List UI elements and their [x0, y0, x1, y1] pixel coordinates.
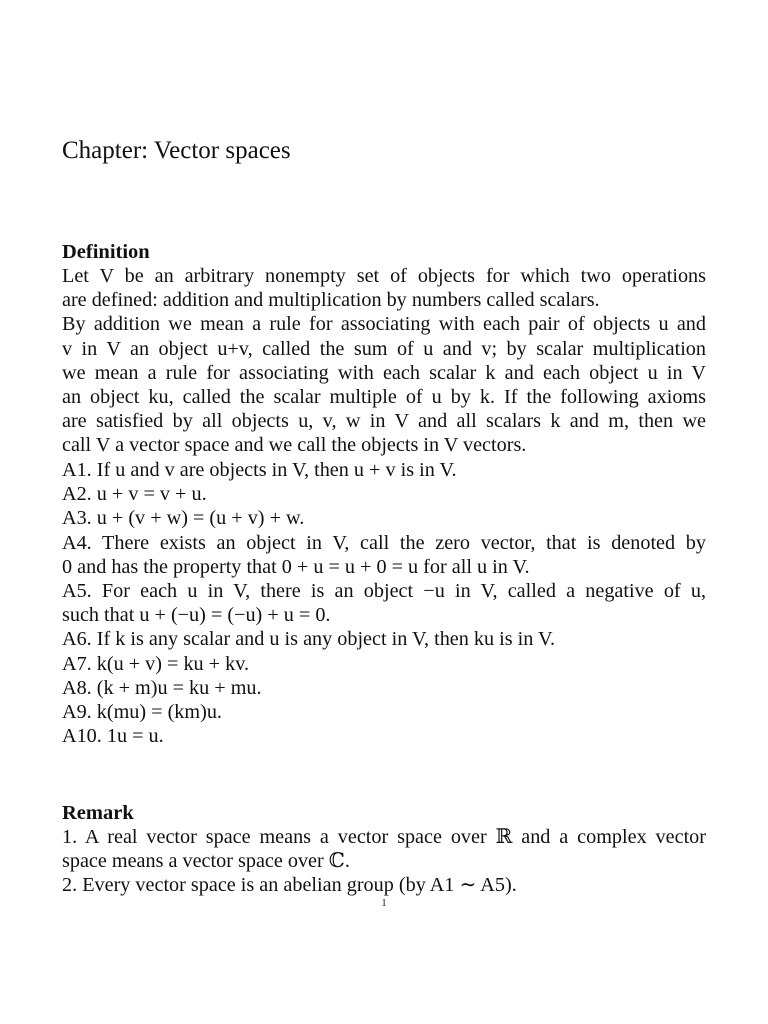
- remark-line: 2. Every vector space is an abelian group (by A1 ∼ A5).: [62, 874, 517, 897]
- remark-line: space means a vector space over ℂ.: [62, 850, 350, 873]
- definition-line: are satisfied by all objects u, v, w in V and all scalars k and m, then we: [62, 410, 706, 433]
- axiom-line: A10. 1u = u.: [62, 725, 164, 748]
- axiom-line: such that u + (−u) = (−u) + u = 0.: [62, 604, 331, 627]
- remark-line: 1. A real vector space means a vector space over ℝ and a complex vector: [62, 826, 706, 848]
- axiom-line: A9. k(mu) = (km)u.: [62, 700, 222, 723]
- remark-text: [62, 825, 706, 898]
- axiom-line: A8. (k + m)u = ku + mu.: [62, 676, 262, 699]
- axiom-line: A2. u + v = v + u.: [62, 483, 207, 506]
- definition-line: we mean a rule for associating with each scalar k and each object u in V: [62, 361, 706, 384]
- definition-line: call V a vector space and we call the objects in V vectors.: [62, 434, 527, 457]
- axiom-line: A5. For each u in V, there is an object −u in V, called a negative of u,: [62, 579, 706, 602]
- definition-line: By addition we mean a rule for associating with each pair of objects u and: [62, 313, 706, 336]
- definition-line: an object ku, called the scalar multiple of u by k. If the following axioms: [62, 385, 706, 408]
- remark-heading: Remark: [62, 802, 134, 824]
- chapter-title: Chapter: Vector spaces: [62, 137, 291, 164]
- axiom-line: A7. k(u + v) = ku + kv.: [62, 652, 250, 675]
- axiom-line: A1. If u and v are objects in V, then u + v is in V.: [62, 459, 457, 481]
- axioms-list: [62, 458, 706, 748]
- definition-line: v in V an object u+v, called the sum of u and v; by scalar multiplication: [62, 337, 706, 360]
- page-number: 1: [381, 898, 387, 909]
- definition-text: [62, 264, 706, 458]
- definition-line: Let V be an arbitrary nonempty set of objects for which two operations: [62, 265, 706, 287]
- definition-heading: Definition: [62, 241, 150, 263]
- axiom-line: A6. If k is any scalar and u is any object in V, then ku is in V.: [62, 628, 556, 651]
- axiom-line: A3. u + (v + w) = (u + v) + w.: [62, 507, 305, 530]
- axiom-line: 0 and has the property that 0 + u = u + 0 = u for all u in V.: [62, 555, 530, 578]
- definition-line: are defined: addition and multiplication by numbers called scalars.: [62, 289, 600, 312]
- axiom-line: A4. There exists an object in V, call the zero vector, that is denoted by: [62, 531, 706, 554]
